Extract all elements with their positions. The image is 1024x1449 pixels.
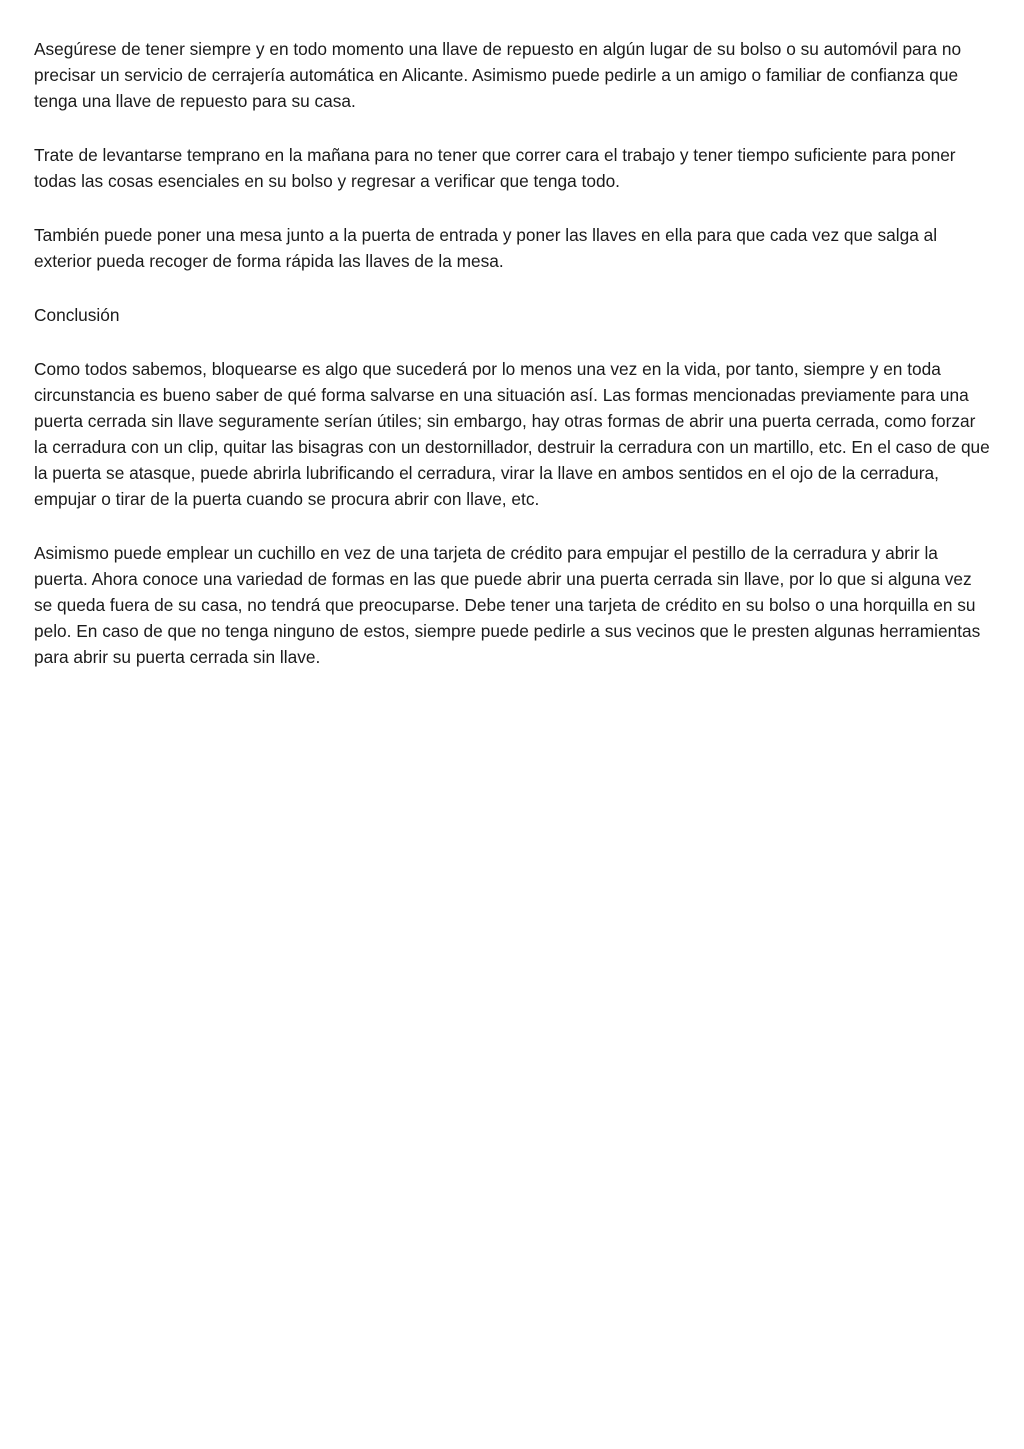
paragraph-key-table: También puede poner una mesa junto a la puerta de entrada y poner las llaves en ella para que cada vez que salga al exterior pueda recoger de forma rápida las llaves de la mesa.	[34, 225, 938, 271]
paragraph-wake-early: Trate de levantarse temprano en la mañana para no tener que correr cara el trabajo y tener tiempo suficiente para poner todas las cosas esenciales en su bolso y regresar a verificar que tenga todo.	[34, 145, 956, 191]
section-heading-conclusion: Conclusión	[34, 305, 120, 325]
document-page	[34, 36, 992, 698]
paragraph-conclusion: Como todos sabemos, bloquearse es algo que sucederá por lo menos una vez en la vida, por tanto, siempre y en toda circunstancia es bueno saber de qué forma salvarse en una situación así. Las formas mencionadas previamente para una puerta cerrada sin llave seguramente serían útiles; sin embargo, hay otras formas de abrir una puerta cerrada, como forzar la cerradura con un clip, quitar las bisagras con un destornillador, destruir la cerradura con un martillo, etc. En el caso de que la puerta se atasque, puede abrirla lubrificando el cerradura, virar la llave en ambos sentidos en el ojo de la cerradura, empujar o tirar de la puerta cuando se procura abrir con llave, etc.	[34, 359, 990, 509]
paragraph-spare-key: Asegúrese de tener siempre y en todo momento una llave de repuesto en algún lugar de su bolso o su automóvil para no precisar un servicio de cerrajería automática en Alicante. Asimismo puede pedirle a un amigo o familiar de confianza que tenga una llave de repuesto para su casa.	[34, 39, 962, 111]
paragraph-closing: Asimismo puede emplear un cuchillo en vez de una tarjeta de crédito para empujar el pestillo de la cerradura y abrir la puerta. Ahora conoce una variedad de formas en las que puede abrir una puerta cerrada sin llave, por lo que si alguna vez se queda fuera de su casa, no tendrá que preocuparse. Debe tener una tarjeta de crédito en su bolso o una horquilla en su pelo. En caso de que no tenga ninguno de estos, siempre puede pedirle a sus vecinos que le presten algunas herramientas para abrir su puerta cerrada sin llave.	[34, 543, 981, 667]
